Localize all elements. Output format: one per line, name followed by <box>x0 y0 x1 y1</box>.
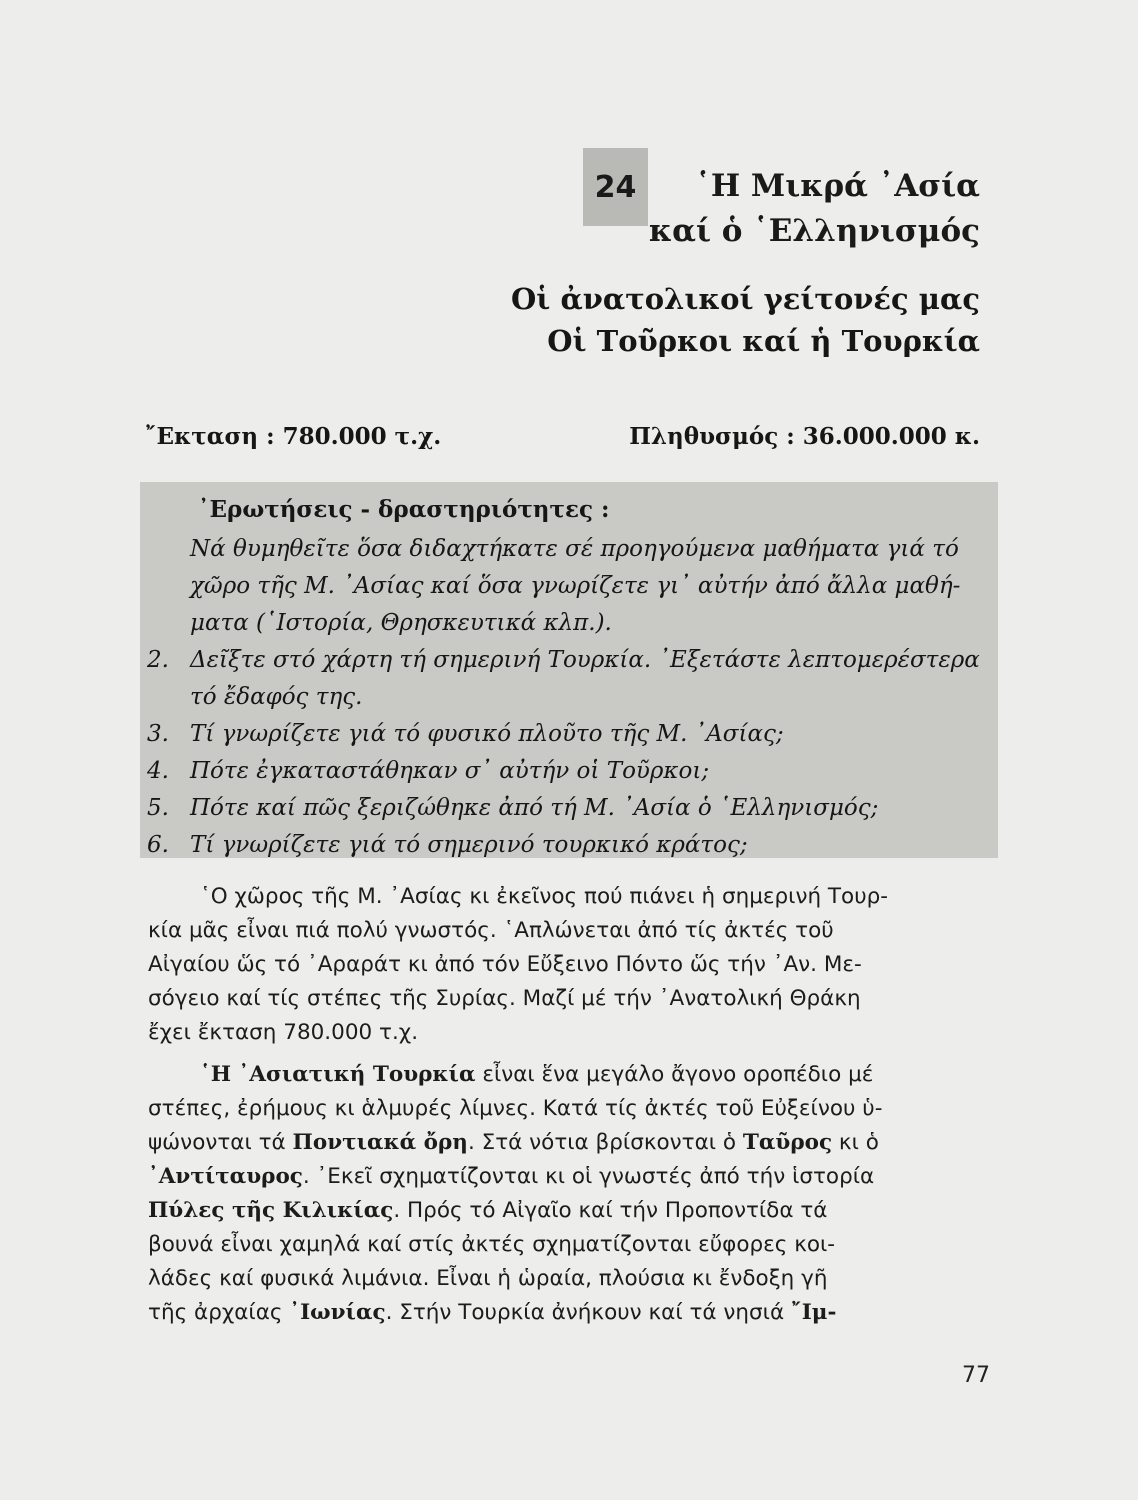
body-line: κία μᾶς εἶναι πιά πολύ γνωστός. ῾Απλώνεται ἀπό τίς ἀκτές τοῦ <box>148 918 834 943</box>
bold-term: Ποντιακά ὄρη <box>292 1130 468 1155</box>
chapter-title-line-2: καί ὁ ῾Ελληνισμός <box>648 213 980 249</box>
question-text: Τί γνωρίζετε γιά τό φυσικό πλοῦτο τῆς Μ. ᾿Ασίας; <box>190 721 784 747</box>
question-number: 2. <box>147 647 169 673</box>
body-line <box>148 1130 879 1155</box>
question-number: 4. <box>147 758 169 784</box>
question-text: Πότε ἐγκαταστάθηκαν σ᾿ αὐτήν οἱ Τοῦρκοι; <box>190 758 710 784</box>
body-line <box>148 1164 874 1189</box>
question-text: Τί γνωρίζετε γιά τό σημερινό τουρκικό κράτος; <box>190 832 748 858</box>
bold-term: ῎Ιμ- <box>790 1300 837 1325</box>
body-text: . Στά νότια βρίσκονται ὁ <box>467 1130 743 1155</box>
question-number: 6. <box>147 832 169 858</box>
body-line: ῾Ο χῶρος τῆς Μ. ᾿Ασίας κι ἐκεῖνος πού πιάνει ἡ σημερινή Τουρ- <box>200 884 889 909</box>
body-line <box>148 1300 836 1325</box>
question-number: 5. <box>147 795 169 821</box>
body-line: στέπες, ἐρήμους κι ἁλμυρές λίμνες. Κατά τίς ἀκτές τοῦ Εὐξείνου ὑ- <box>148 1096 883 1121</box>
question-text: ματα (῾Ιστορία, Θρησκευτικά κλπ.). <box>190 610 612 636</box>
page-number: 77 <box>962 1363 990 1388</box>
body-line: σόγειο καί τίς στέπες τῆς Συρίας. Μαζί μέ τήν ᾿Ανατολική Θράκη <box>148 986 861 1011</box>
question-text: Πότε καί πῶς ξεριζώθηκε ἀπό τή Μ. ᾿Ασία ὁ ῾Ελληνισμός; <box>190 795 879 821</box>
body-text: τῆς ἀρχαίας <box>148 1300 290 1325</box>
chapter-title-line-1: ῾Η Μικρά ᾿Ασία <box>695 168 980 204</box>
body-line <box>200 1062 873 1087</box>
body-line: λάδες καί φυσικά λιμάνια. Εἶναι ἡ ὡραία, πλούσια κι ἔνδοξη γῆ <box>148 1266 828 1291</box>
question-text: Νά θυμηθεῖτε ὅσα διδαχτήκατε σέ προηγούμενα μαθήματα γιά τό <box>190 536 959 562</box>
chapter-subtitle-line-2: Οἱ Τοῦρκοι καί ἡ Τουρκία <box>547 324 980 358</box>
body-line <box>148 1198 827 1223</box>
question-text: τό ἔδαφός της. <box>190 684 363 710</box>
population-stat: Πληθυσμός : 36.000.000 κ. <box>629 423 980 450</box>
question-text: Δεῖξτε στό χάρτη τή σημερινή Τουρκία. ᾿Εξετάστε λεπτομερέστερα <box>190 647 980 673</box>
body-text: . ᾿Εκεῖ σχηματίζονται κι οἱ γνωστές ἀπό τήν ἱστορία <box>302 1164 875 1189</box>
questions-heading: ᾿Ερωτήσεις - δραστηριότητες : <box>198 496 610 523</box>
bold-term: Πύλες τῆς Κιλικίας <box>148 1198 394 1223</box>
area-stat: ῎Εκταση : 780.000 τ.χ. <box>145 423 442 450</box>
bold-term: Ταῦρος <box>742 1130 833 1155</box>
bold-term: ᾿Αντίταυρος <box>148 1164 303 1189</box>
body-text: . Στήν Τουρκία ἀνήκουν καί τά νησιά <box>385 1300 791 1325</box>
body-text: . Πρός τό Αἰγαῖο καί τήν Προποντίδα τά <box>393 1198 828 1223</box>
body-text: ψώνονται τά <box>148 1130 293 1155</box>
chapter-number: 24 <box>594 169 637 205</box>
body-line: Αἰγαίου ὥς τό ᾿Αραράτ κι ἀπό τόν Εὔξεινο Πόντο ὥς τήν ᾿Αν. Με- <box>148 952 862 977</box>
body-line: ἔχει ἔκταση 780.000 τ.χ. <box>148 1020 419 1045</box>
body-text: εἶναι ἕνα μεγάλο ἄγονο οροπέδιο μέ <box>475 1062 874 1087</box>
chapter-number-box <box>583 148 648 226</box>
body-text: κι ὁ <box>832 1130 879 1155</box>
bold-term: ᾿Ιωνίας <box>289 1300 386 1325</box>
body-line: βουνά εἶναι χαμηλά καί στίς ἀκτές σχηματίζονται εὔφορες κοι- <box>148 1232 836 1257</box>
question-number: 3. <box>147 721 169 747</box>
question-text: χῶρο τῆς Μ. ᾿Ασίας καί ὅσα γνωρίζετε γι᾿ αὐτήν ἀπό ἄλλα μαθή- <box>190 573 961 599</box>
chapter-subtitle-line-1: Οἱ ἀνατολικοί γείτονές μας <box>511 282 980 316</box>
bold-term: ῾Η ᾿Ασιατική Τουρκία <box>200 1062 476 1087</box>
